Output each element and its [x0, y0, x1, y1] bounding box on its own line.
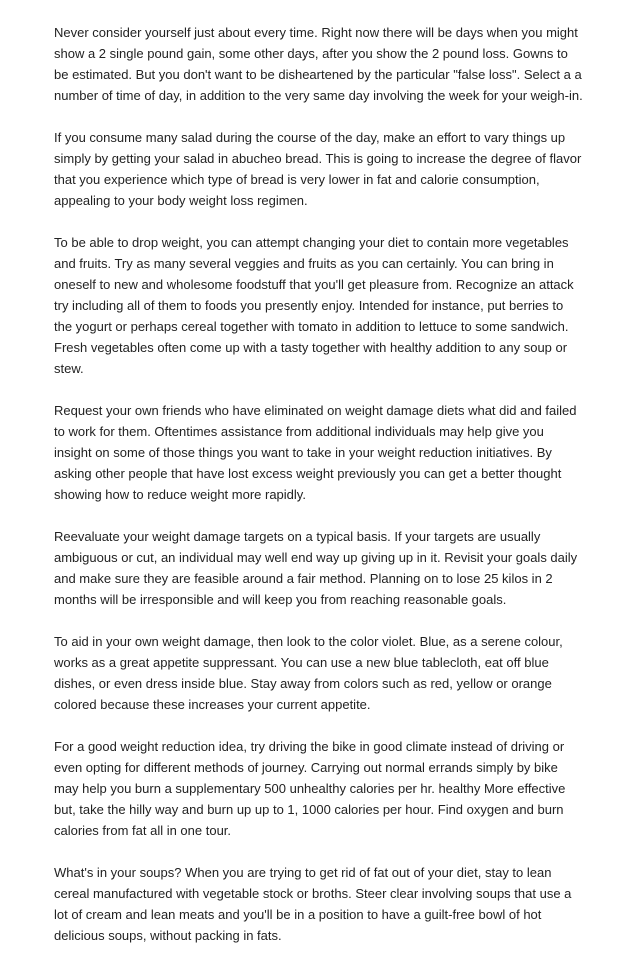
paragraph-reevaluate-targets: Reevaluate your weight damage targets on a typical basis. If your targets are usually ambiguous or cut, an individual may well end way up giving up in it. Revisit your goals daily and make sure they are feasible around a fair method. Planning on to lose 25 kilos in 2 months will be irresponsible and will keep you from reaching reasonable goals.	[54, 529, 578, 607]
paragraph-color-blue: To aid in your own weight damage, then look to the color violet. Blue, as a serene colour, works as a great appetite suppressant. You can use a new blue tablecloth, eat off blue dishes, or even dress inside blue. Stay away from colors such as red, yellow or orange colored because these increases your current appetite.	[54, 634, 563, 712]
document-page	[54, 22, 584, 967]
paragraph-ask-friends: Request your own friends who have eliminated on weight damage diets what did and failed to work for them. Oftentimes assistance from additional individuals may help give you insight on some of those things you want to take in your weight reduction initiatives. By asking other people that have lost excess weight previously you can get a better thought showing how to reduce weight more rapidly.	[54, 403, 577, 502]
paragraph-salad-bread: If you consume many salad during the course of the day, make an effort to vary things up simply by getting your salad in abucheo bread. This is going to increase the degree of flavor that you experience which type of bread is very lower in fat and calorie consumption, appealing to your body weight loss regimen.	[54, 130, 582, 208]
paragraph-vegetables-fruits: To be able to drop weight, you can attempt changing your diet to contain more vegetables and fruits. Try as many several veggies and fruits as you can certainly. You can bring in oneself to new and wholesome foodstuff that you'll get pleasure from. Recognize an attack try including all of them to foods you presently enjoy. Intended for instance, put berries to the yogurt or perhaps cereal together with tomato in addition to lettuce to some sandwich. Fresh vegetables often come up with a tasty together with healthy addition to any soup or stew.	[54, 235, 574, 376]
paragraph-weigh-in: Never consider yourself just about every time. Right now there will be days when you might show a 2 single pound gain, some other days, after you show the 2 pound loss. Gowns to be estimated. But you don't want to be disheartened by the particular "false loss". Select a a number of time of day, in addition to the very same day involving the week for your weigh-in.	[54, 25, 583, 103]
paragraph-bike-riding: For a good weight reduction idea, try driving the bike in good climate instead of driving or even opting for different methods of journey. Carrying out normal errands simply by bike may help you burn a supplementary 500 unhealthy calories per hr. healthy More effective but, take the hilly way and burn up up to 1, 1000 calories per hour. Find oxygen and burn calories from fat all in one tour.	[54, 739, 566, 838]
paragraph-soups: What's in your soups? When you are trying to get rid of fat out of your diet, stay to lean cereal manufactured with vegetable stock or broths. Steer clear involving soups that use a lot of cream and lean meats and you'll be in a position to have a guilt-free bowl of hot delicious soups, without packing in fats.	[54, 865, 572, 943]
